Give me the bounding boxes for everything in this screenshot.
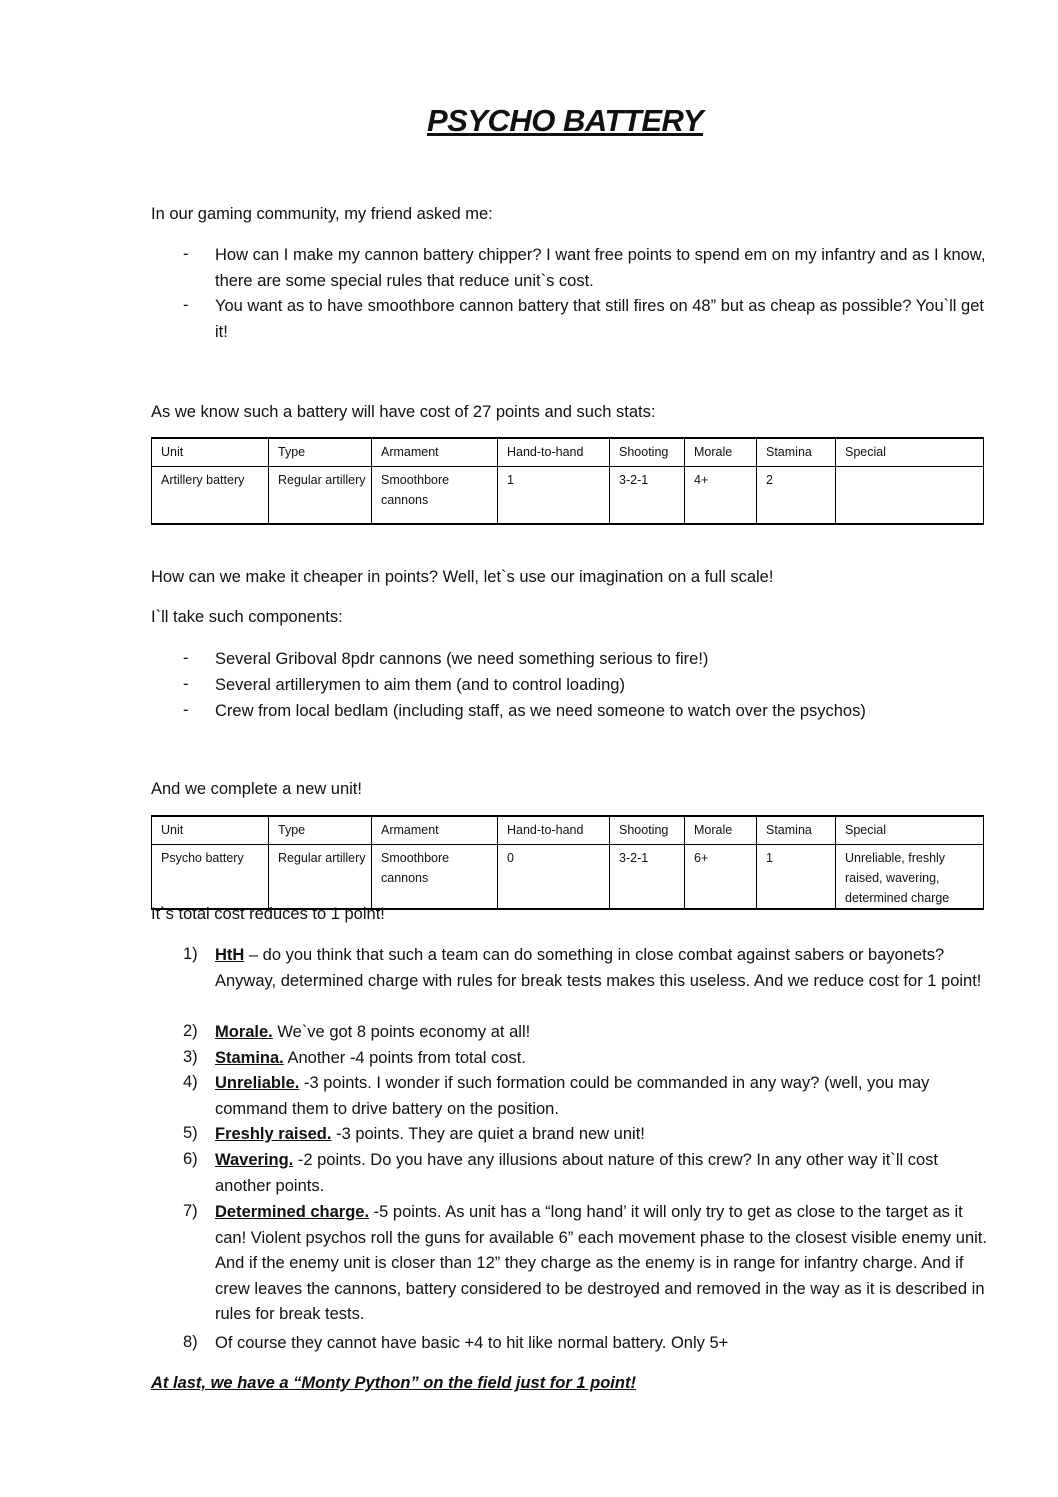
list-number: 3): [183, 1048, 198, 1066]
reduction-item: [215, 1046, 995, 1072]
component-item: Several Griboval 8pdr cannons (we need something serious to fire!): [215, 650, 709, 668]
header-cell: Type: [269, 816, 372, 845]
cell-stamina: 1: [757, 845, 836, 910]
cheaper-paragraph: How can we make it cheaper in points? Well, let`s use our imagination on a full scale!: [151, 568, 774, 586]
reduction-label: Unreliable.: [215, 1074, 300, 1092]
cell-unit: Psycho battery: [152, 845, 269, 910]
cell-special: Unreliable, freshly raised, wavering, determined charge: [836, 845, 984, 910]
list-number: 4): [183, 1073, 198, 1091]
reduction-item: [215, 943, 995, 994]
reduction-item: [215, 1122, 995, 1148]
original-stats-table: [151, 437, 984, 525]
cell-hand-to-hand: 0: [498, 845, 610, 910]
reduction-label: Freshly raised.: [215, 1125, 332, 1143]
page-title: PSYCHO BATTERY: [426, 103, 704, 138]
intro-paragraph: In our gaming community, my friend asked me:: [151, 205, 493, 223]
header-cell: Unit: [152, 438, 269, 467]
bullet-marker: -: [183, 675, 189, 693]
complete-paragraph: And we complete a new unit!: [151, 780, 362, 798]
reduction-label: Morale.: [215, 1023, 273, 1041]
header-cell: Hand-to-hand: [498, 816, 610, 845]
reduction-label: HtH: [215, 946, 245, 964]
header-cell: Morale: [685, 438, 757, 467]
list-number: 1): [183, 945, 198, 963]
bullet-marker: -: [183, 649, 189, 667]
reduction-text: -5 points. As unit has a “long hand’ it will only try to get as close to the target as it can! Violent psychos roll the guns for available 6” each movement phase to the closest visible enemy unit. And if the enemy unit is closer than 12” they charge as the enemy is in range for infantry charge. And if crew leaves the cannons, battery considered to be destroyed and removed in the way as it is described in rules for break tests.: [215, 1203, 987, 1323]
header-cell: Stamina: [757, 816, 836, 845]
cell-stamina: 2: [757, 467, 836, 524]
table-row: [152, 467, 984, 524]
reduction-label: Stamina.: [215, 1049, 284, 1067]
table-row: [152, 845, 984, 910]
bullet-marker: -: [183, 701, 189, 719]
reduction-text: We`ve got 8 points economy at all!: [272, 1023, 531, 1041]
reduction-item: [215, 1071, 995, 1122]
table-header-row: [152, 438, 984, 467]
reduction-item: [215, 1020, 995, 1046]
reduction-text: -3 points. I wonder if such formation could be commanded in any way? (well, you may command them to drive battery on the position.: [215, 1074, 930, 1118]
component-item: Crew from local bedlam (including staff, as we need someone to watch over the psychos): [215, 702, 866, 720]
cell-armament: Smoothbore cannons: [372, 467, 498, 524]
cell-shooting: 3-2-1: [610, 467, 685, 524]
header-cell: Shooting: [610, 438, 685, 467]
table-header-row: [152, 816, 984, 845]
total-cost-paragraph: It`s total cost reduces to 1 point!: [151, 905, 385, 923]
header-cell: Hand-to-hand: [498, 438, 610, 467]
list-number: 8): [183, 1333, 198, 1351]
intro-bullet: How can I make my cannon battery chipper? I want free points to spend em on my infantry and as I know, there are some special rules that reduce unit`s cost.: [215, 246, 986, 290]
header-cell: Armament: [372, 438, 498, 467]
conclusion: At last, we have a “Monty Python” on the field just for 1 point!: [151, 1374, 636, 1392]
cell-type: Regular artillery: [269, 467, 372, 524]
list-number: 7): [183, 1202, 198, 1220]
intro-bullet: You want as to have smoothbore cannon battery that still fires on 48” but as cheap as possible? You`ll get it!: [215, 297, 984, 341]
header-cell: Shooting: [610, 816, 685, 845]
cell-hand-to-hand: 1: [498, 467, 610, 524]
header-cell: Unit: [152, 816, 269, 845]
cell-special: [836, 467, 984, 524]
psycho-stats-table: [151, 815, 984, 910]
list-number: 2): [183, 1022, 198, 1040]
cell-morale: 6+: [685, 845, 757, 910]
list-number: 5): [183, 1124, 198, 1142]
cell-armament: Smoothbore cannons: [372, 845, 498, 910]
header-cell: Armament: [372, 816, 498, 845]
header-cell: Type: [269, 438, 372, 467]
component-item: Several artillerymen to aim them (and to control loading): [215, 676, 625, 694]
bullet-marker: -: [183, 245, 189, 263]
header-cell: Morale: [685, 816, 757, 845]
header-cell: Special: [836, 438, 984, 467]
reduction-item: [215, 1148, 995, 1199]
cell-type: Regular artillery: [269, 845, 372, 910]
header-cell: Stamina: [757, 438, 836, 467]
reduction-text: -3 points. They are quiet a brand new unit!: [331, 1125, 645, 1143]
cell-unit: Artillery battery: [152, 467, 269, 524]
reduction-text: Of course they cannot have basic +4 to hit like normal battery. Only 5+: [215, 1334, 729, 1352]
reduction-label: Wavering.: [215, 1151, 294, 1169]
cell-morale: 4+: [685, 467, 757, 524]
reduction-text: -2 points. Do you have any illusions about nature of this crew? In any other way it`ll cost another points.: [215, 1151, 938, 1195]
components-paragraph: I`ll take such components:: [151, 608, 343, 626]
reduction-item: [215, 1331, 995, 1357]
reduction-label: Determined charge.: [215, 1203, 370, 1221]
header-cell: Special: [836, 816, 984, 845]
list-number: 6): [183, 1150, 198, 1168]
cell-shooting: 3-2-1: [610, 845, 685, 910]
reduction-item: [215, 1200, 995, 1328]
known-cost-paragraph: As we know such a battery will have cost of 27 points and such stats:: [151, 403, 656, 421]
reduction-text: Another -4 points from total cost.: [283, 1049, 526, 1067]
reduction-text: – do you think that such a team can do something in close combat against sabers or bayonets? Anyway, determined charge with rules for break tests makes this useless. And we reduce cost for 1 point!: [215, 946, 982, 990]
bullet-marker: -: [183, 296, 189, 314]
